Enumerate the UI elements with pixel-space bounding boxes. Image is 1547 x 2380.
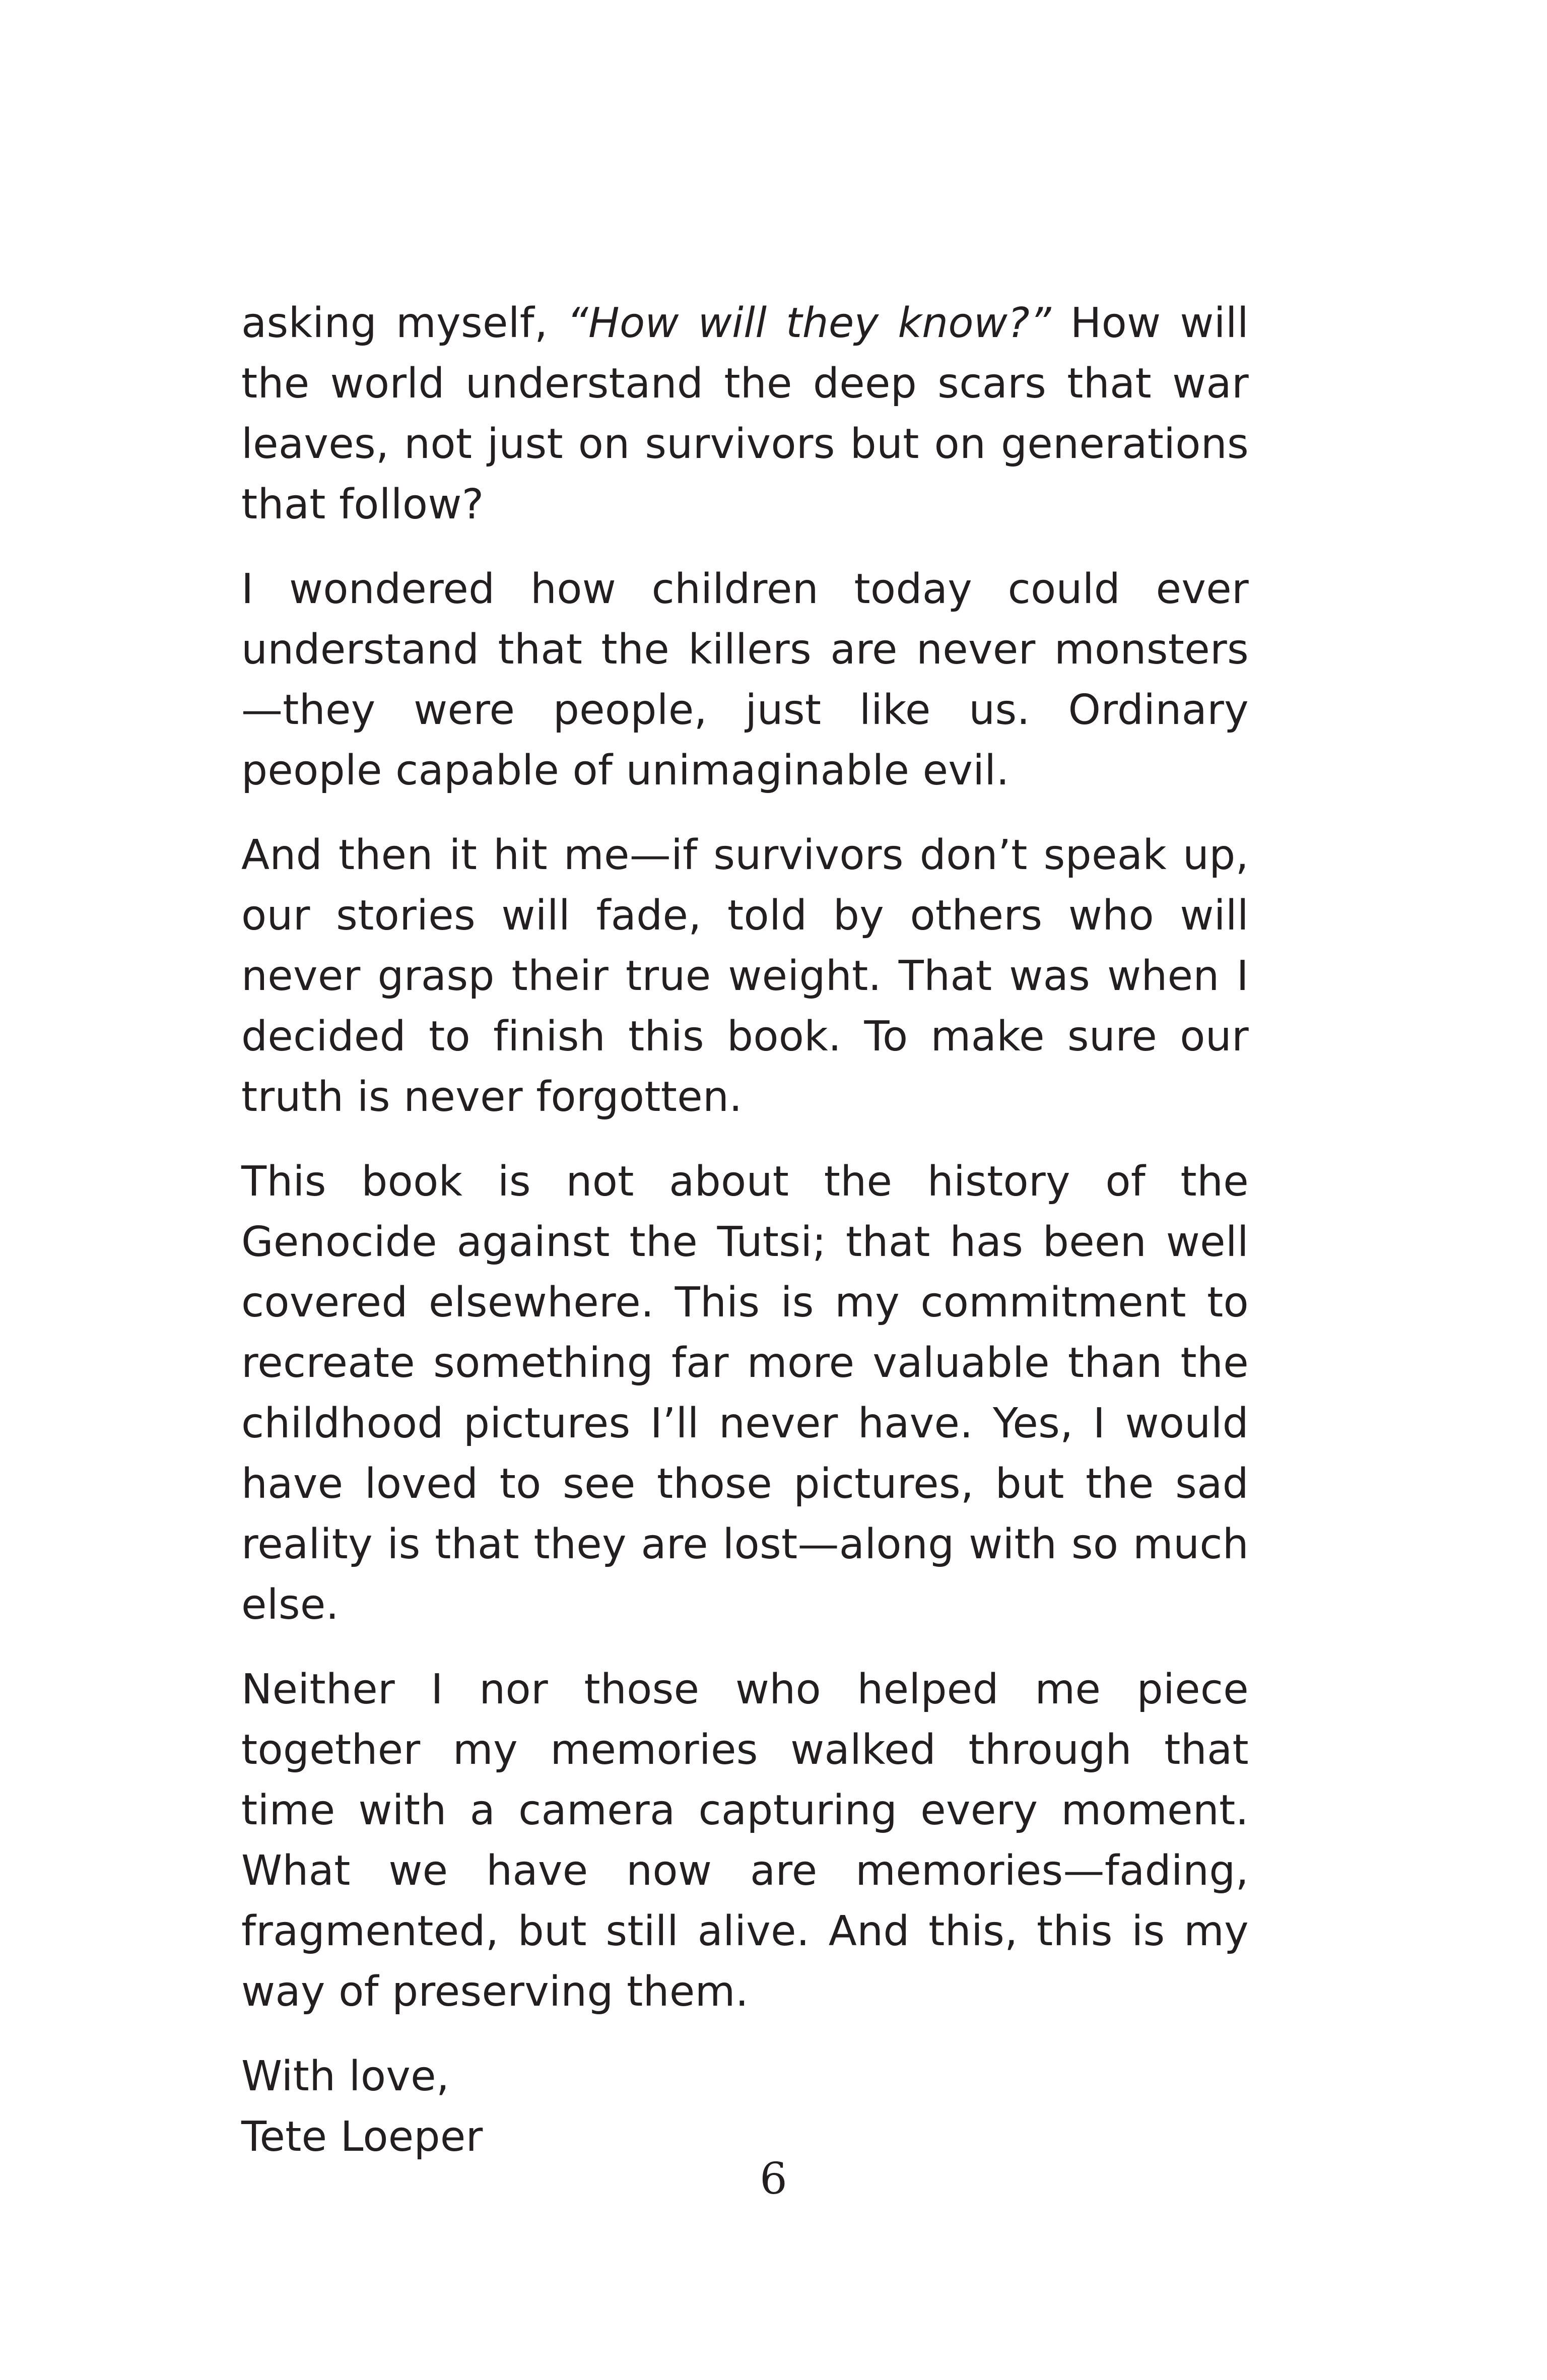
paragraph-5: Neither I nor those who helped me piece together my memories walked through that time with a camera capturing every moment. What we have now are memories—fading, fragmented, but still alive. And this, this is my way of preserving them. (241, 1666, 1249, 2016)
signoff (241, 2046, 1249, 2167)
paragraph-3: And then it hit me—if survivors don’t speak up, our stories will fade, told by others who will never grasp their true weight. That was when I decided to finish this book. To make sure our truth is never forgotten. (241, 831, 1249, 1121)
paragraph-4: This book is not about the history of the Genocide against the Tutsi; that has been well covered elsewhere. This is my commitment to recreate something far more valuable than the childhood pictures I’ll never have. Yes, I would have loved to see those pictures, but the sad reality is that they are lost—along with so much else. (241, 1158, 1249, 1629)
paragraph-1 (241, 293, 1249, 535)
author-name: Tete Loeper (241, 2113, 483, 2161)
paragraph-1-rest: How will the world understand the deep scars that war leaves, not just on survivors but on generations that follow? (241, 299, 1249, 528)
closing-line: With love, (241, 2053, 450, 2100)
paragraph-1-quote: “How will they know?” (567, 299, 1051, 347)
paragraph-2: I wondered how children today could ever understand that the killers are never monsters—they were people, just like us. Ordinary people capable of unimaginable evil. (241, 565, 1249, 795)
body-text (241, 293, 1249, 2167)
paragraph-1-lead: asking myself, (241, 299, 567, 347)
page-number: 6 (760, 2154, 787, 2204)
